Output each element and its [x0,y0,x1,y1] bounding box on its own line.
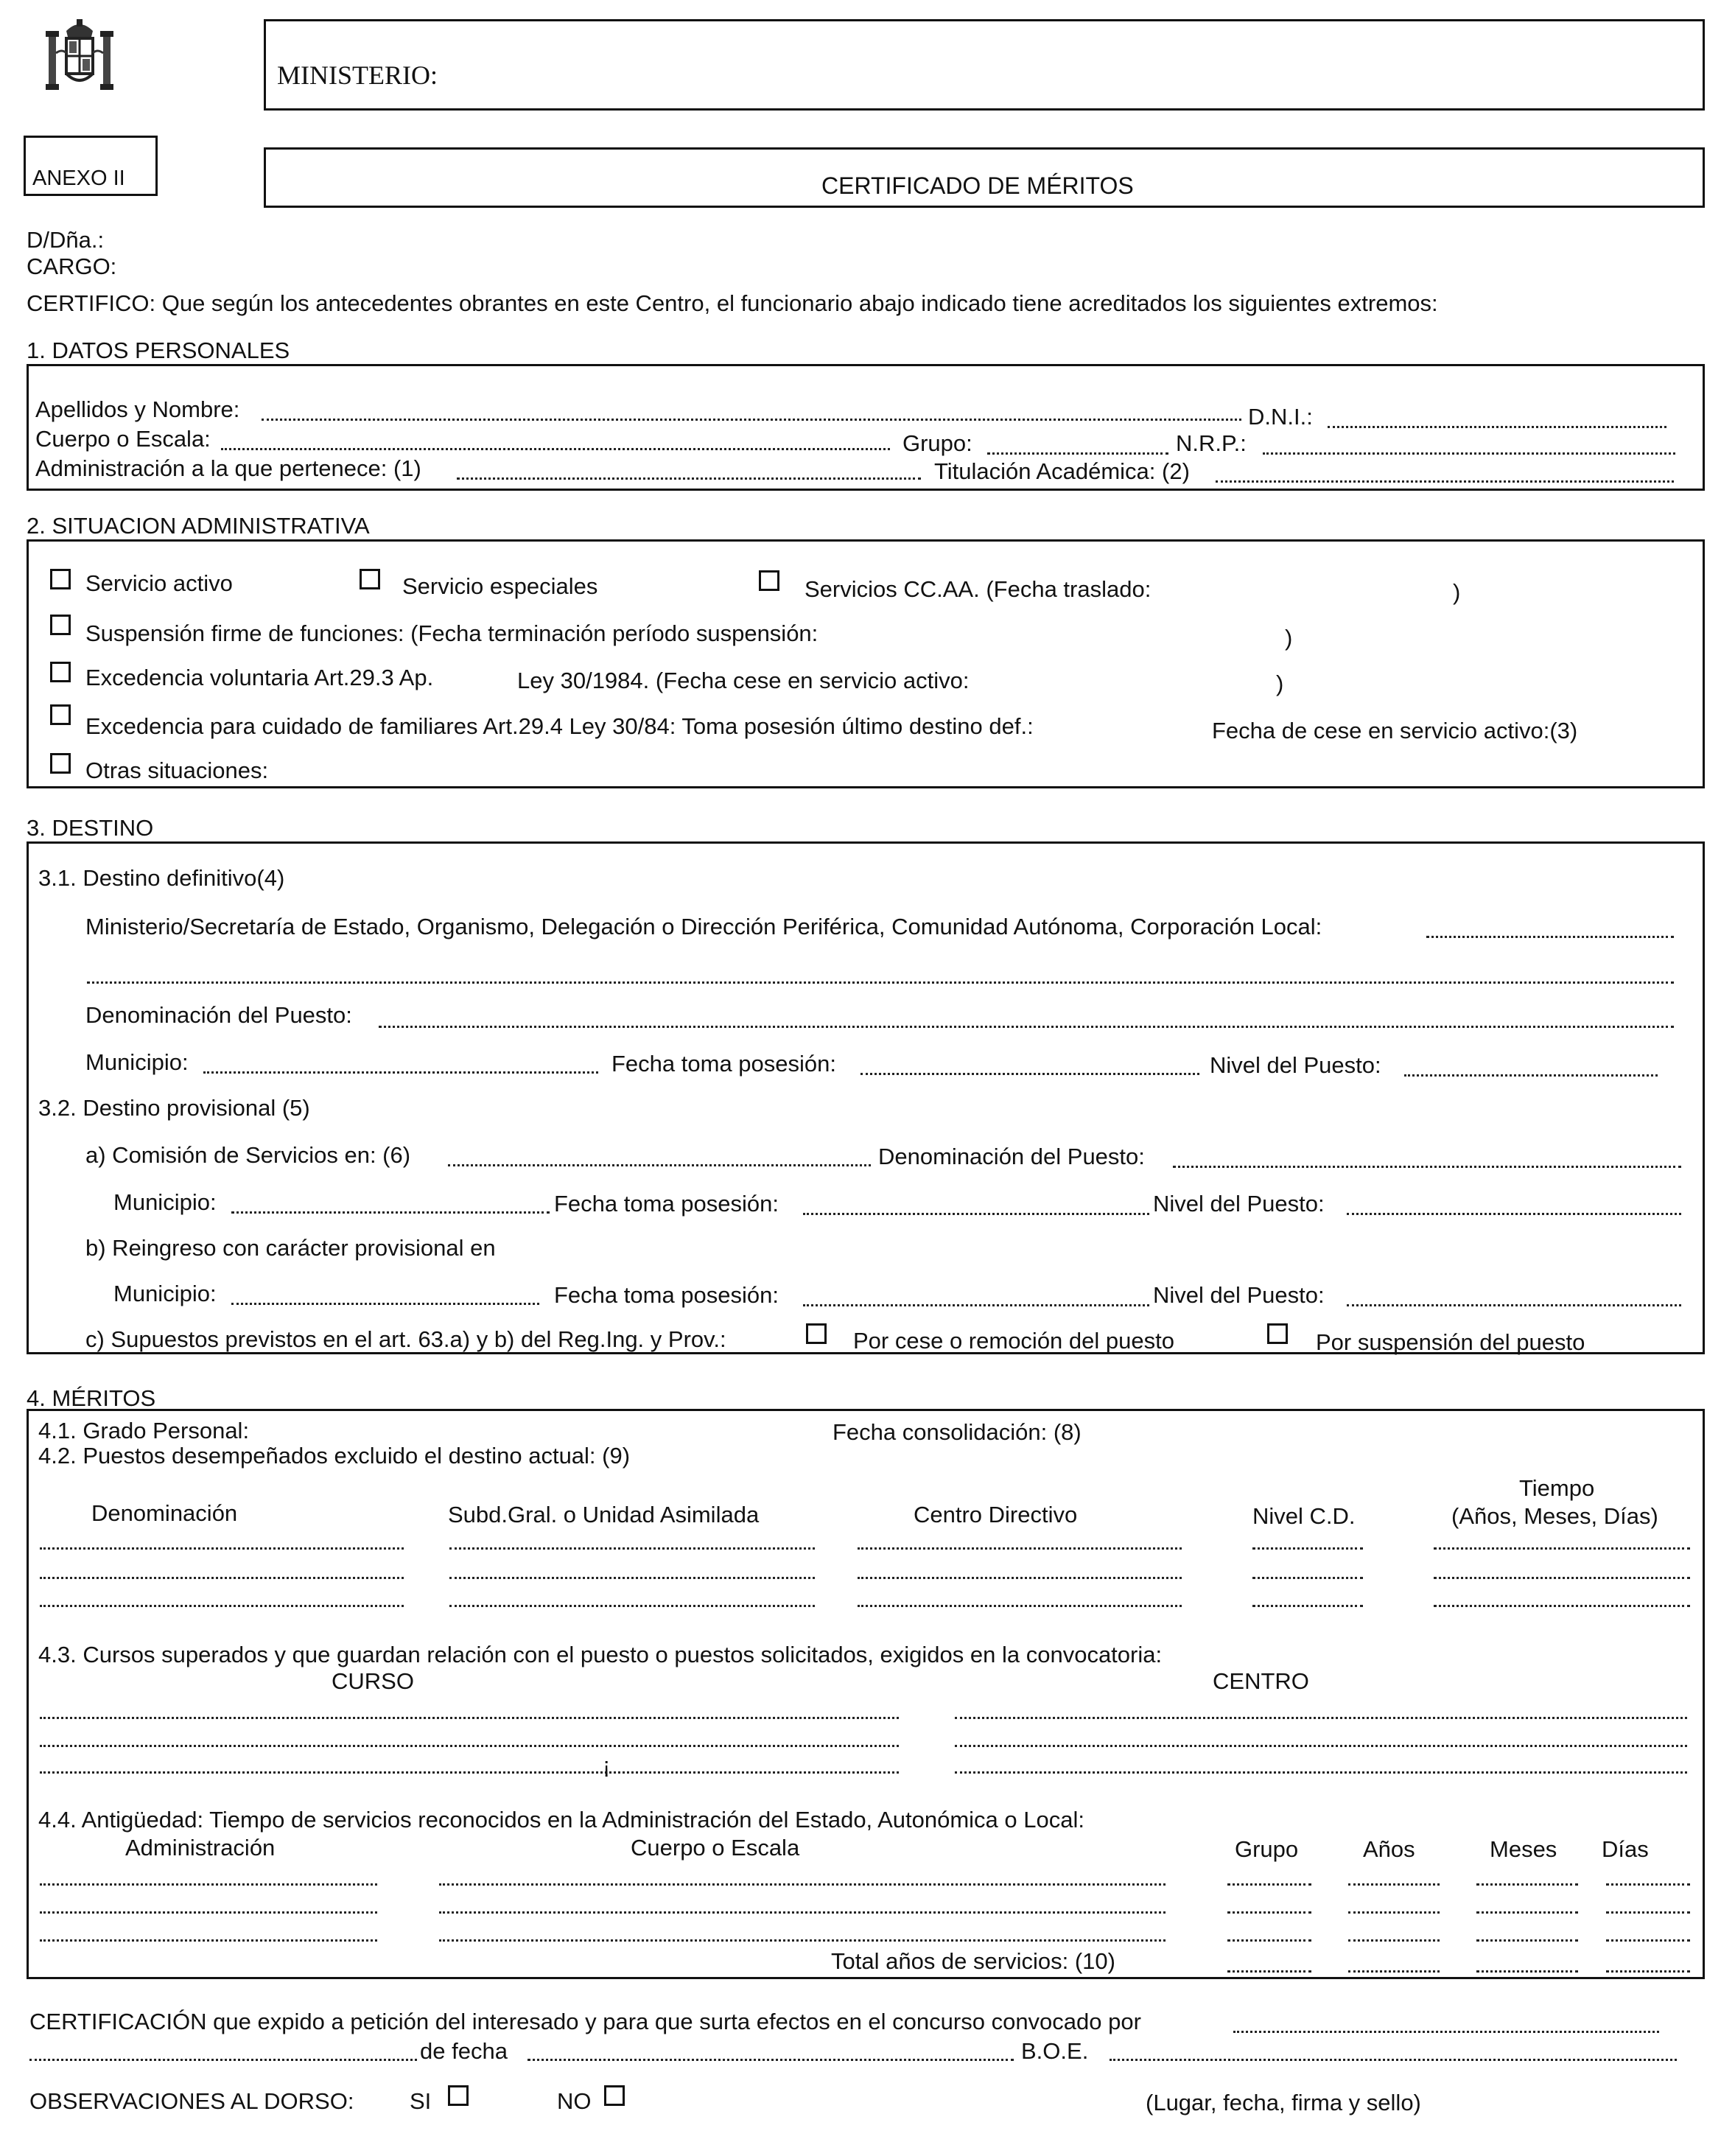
col-centro: Centro Directivo [914,1502,1078,1527]
cursos-row-3-curso[interactable] [40,1771,899,1774]
suspension-puesto-label: Por suspensión del puesto [1316,1329,1585,1355]
cese-checkbox[interactable] [806,1323,827,1344]
puestos-row-3-nivel[interactable] [1252,1605,1363,1607]
servicio-activo-checkbox[interactable] [50,569,71,589]
boe-label: B.O.E. [1021,2038,1089,2064]
fecha-consolidacion-label: Fecha consolidación: (8) [833,1419,1082,1445]
fecha-cese-label: Fecha de cese en servicio activo:(3) [1212,718,1578,743]
cursos-row-1-centro[interactable] [955,1717,1687,1719]
nivel2-label: Nivel del Puesto: [1153,1191,1325,1217]
servicio-activo-label: Servicio activo [85,570,233,596]
antiguedad-row-3-dias[interactable] [1606,1939,1690,1942]
municipio-field[interactable] [203,1071,598,1074]
puestos-row-1-subd[interactable] [449,1547,815,1550]
grupo-field[interactable] [987,452,1168,455]
coat-of-arms-icon [38,16,121,99]
s4-title: 4. MÉRITOS [27,1385,156,1411]
puestos-row-3-subd[interactable] [449,1605,815,1607]
municipio2-field[interactable] [231,1211,550,1214]
no-checkbox[interactable] [604,2085,625,2106]
s2-title: 2. SITUACION ADMINISTRATIVA [27,513,370,539]
puestos-row-3-tiempo[interactable] [1434,1605,1690,1607]
suspension-label: Suspensión firme de funciones: (Fecha terminación período suspensión: [85,620,819,646]
col-dias: Días [1602,1836,1649,1862]
antiguedad-row-3-grupo[interactable] [1227,1939,1311,1942]
cursos-mark: ¡ [603,1752,611,1778]
antiguedad-row-3-admin[interactable] [40,1939,377,1942]
cursos-row-2-centro[interactable] [955,1745,1687,1747]
col-denominacion: Denominación [91,1500,238,1526]
antiguedad-row-2-grupo[interactable] [1227,1911,1311,1914]
ministerio-box [264,19,1705,111]
observaciones-label: OBSERVACIONES AL DORSO: [29,2088,354,2114]
dni-field[interactable] [1328,426,1666,428]
antiguedad-row-2-anos[interactable] [1348,1911,1440,1914]
cuerpo-label: Cuerpo o Escala: [35,426,211,452]
convocado-por-field-2[interactable] [29,2059,417,2061]
antiguedad-row-2-admin[interactable] [40,1911,377,1914]
col-cuerpo: Cuerpo o Escala [631,1835,800,1861]
apellidos-label: Apellidos y Nombre: [35,396,240,422]
col-centro2: CENTRO [1213,1668,1309,1694]
cese-label: Por cese o remoción del puesto [853,1328,1174,1354]
nivel2-field[interactable] [1347,1213,1681,1215]
denominacion2-label: Denominación del Puesto: [878,1144,1145,1169]
antiguedad-row-2-dias[interactable] [1606,1911,1690,1914]
col-nivel: Nivel C.D. [1252,1503,1356,1529]
ministerio-destino-field[interactable] [1426,936,1674,938]
fecha-toma-label: Fecha toma posesión: [611,1051,837,1077]
nrp-label: N.R.P.: [1176,430,1247,456]
municipio3-label: Municipio: [113,1281,217,1306]
page-title: CERTIFICADO DE MÉRITOS [821,172,1134,199]
puestos-row-2-centro[interactable] [858,1577,1182,1579]
dni-label: D.N.I.: [1248,404,1313,430]
denominacion-field[interactable] [379,1026,1674,1028]
fecha-toma2-label: Fecha toma posesión: [554,1191,779,1217]
antiguedad-row-2-meses[interactable] [1476,1911,1578,1914]
reingreso-label: b) Reingreso con carácter provisional en [85,1235,496,1261]
excedencia-voluntaria-label-a: Excedencia voluntaria Art.29.3 Ap. [85,665,434,690]
apellidos-field[interactable] [262,419,1241,421]
excedencia-voluntaria-checkbox[interactable] [50,662,71,682]
col-grupo: Grupo [1235,1836,1299,1862]
supuestos-label: c) Supuestos previstos en el art. 63.a) y b) del Reg.Ing. y Prov.: [85,1326,726,1352]
col-subd: Subd.Gral. o Unidad Asimilada [448,1502,760,1527]
ministerio-label: MINISTERIO: [277,60,438,90]
excedencia-cuidado-label: Excedencia para cuidado de familiares Art.29.4 Ley 30/84: Toma posesión último destino def.: [85,713,1034,739]
puestos-row-1-centro[interactable] [858,1547,1182,1550]
col-tiempo-2: (Años, Meses, Días) [1451,1503,1658,1529]
antiguedad-row-1-anos[interactable] [1348,1883,1440,1886]
puestos-row-3-centro[interactable] [858,1605,1182,1607]
antiguedad-row-1-cuerpo[interactable] [439,1883,1166,1886]
total-label: Total años de servicios: (10) [831,1948,1115,1974]
puestos-row-2-denominacion[interactable] [40,1577,404,1579]
antiguedad-row-1-meses[interactable] [1476,1883,1578,1886]
puestos-row-1-denominacion[interactable] [40,1547,404,1550]
fecha-toma3-label: Fecha toma posesión: [554,1282,779,1308]
suspension-puesto-checkbox[interactable] [1267,1323,1288,1344]
total-meses[interactable] [1476,1970,1578,1973]
cursos-row-3-centro[interactable] [955,1771,1687,1774]
administracion-label: Administración a la que pertenece: (1) [35,455,421,481]
cursos-row-1-curso[interactable] [40,1717,899,1719]
s1-title: 1. DATOS PERSONALES [27,337,290,363]
boe-field[interactable] [1110,2059,1677,2061]
suspension-checkbox[interactable] [50,615,71,635]
total-dias[interactable] [1606,1970,1690,1973]
grupo-label: Grupo: [902,430,972,456]
col-admin: Administración [125,1835,276,1861]
cursos-row-2-curso[interactable] [40,1745,899,1747]
excedencia-paren: ) [1276,671,1284,696]
puestos-label: 4.2. Puestos desempeñados excluido el destino actual: (9) [38,1443,631,1469]
municipio2-label: Municipio: [113,1189,217,1215]
servicio-especiales-checkbox[interactable] [360,569,380,589]
lugar-label: (Lugar, fecha, firma y sello) [1146,2090,1421,2115]
antiguedad-row-3-cuerpo[interactable] [439,1939,1166,1942]
col-meses: Meses [1490,1836,1557,1862]
nrp-field[interactable] [1263,452,1675,455]
fecha-toma3-field[interactable] [803,1304,1149,1306]
suspension-paren: ) [1285,625,1293,651]
anexo-label: ANEXO II [32,167,125,190]
denominacion2-field[interactable] [1173,1166,1681,1168]
servicios-ccaa-label: Servicios CC.AA. (Fecha traslado: [805,576,1152,602]
puestos-row-1-tiempo[interactable] [1434,1547,1690,1550]
municipio-label: Municipio: [85,1049,189,1075]
total-grupo[interactable] [1227,1970,1311,1973]
nivel-label: Nivel del Puesto: [1210,1052,1381,1078]
nivel-field[interactable] [1404,1074,1658,1077]
cuerpo-field[interactable] [221,448,890,450]
cursos-label: 4.3. Cursos superados y que guardan relación con el puesto o puestos solicitados, exigidos en la convocatoria: [38,1642,1163,1667]
grado-label: 4.1. Grado Personal: [38,1418,250,1443]
ministerio-destino-label: Ministerio/Secretaría de Estado, Organismo, Delegación o Dirección Periférica, Comunidad Autónoma, Corporación Local: [85,914,1322,939]
puestos-row-3-denominacion[interactable] [40,1605,404,1607]
otras-situaciones-checkbox[interactable] [50,753,71,774]
certificacion-label: CERTIFICACIÓN que expido a petición del interesado y para que surta efectos en el concurso convocado por [29,2009,1141,2034]
antiguedad-label: 4.4. Antigüedad: Tiempo de servicios reconocidos en la Administración del Estado, Autonómica o Local: [38,1807,1084,1833]
certifico-text: CERTIFICO: Que según los antecedentes obrantes en este Centro, el funcionario abajo indicado tiene acreditados los siguientes extremos: [27,290,1438,316]
servicio-especiales-label: Servicio especiales [402,573,598,599]
nivel3-label: Nivel del Puesto: [1153,1282,1325,1308]
titulacion-label: Titulación Académica: (2) [934,458,1190,484]
dona-label: D/Dña.: [27,227,105,253]
convocado-por-field[interactable] [1233,2031,1659,2033]
total-anos[interactable] [1348,1970,1440,1973]
excedencia-cuidado-checkbox[interactable] [50,704,71,725]
nivel3-field[interactable] [1347,1304,1681,1306]
titulacion-field[interactable] [1216,480,1674,483]
denominacion-label: Denominación del Puesto: [85,1002,352,1028]
destino-provisional-label: 3.2. Destino provisional (5) [38,1095,310,1121]
s3-title: 3. DESTINO [27,815,154,841]
comision-label: a) Comisión de Servicios en: (6) [85,1142,411,1168]
otras-situaciones-label: Otras situaciones: [85,757,269,783]
antiguedad-row-1-admin[interactable] [40,1883,377,1886]
col-anos: Años [1363,1836,1415,1862]
fecha-toma2-field[interactable] [803,1213,1149,1215]
de-fecha-field[interactable] [527,2059,1014,2061]
ccaa-paren: ) [1453,579,1461,605]
comision-field[interactable] [448,1164,871,1166]
ministerio-destino-field-2[interactable] [87,981,1674,984]
s4-box [27,1409,1705,1979]
puestos-row-1-nivel[interactable] [1252,1547,1363,1550]
col-tiempo-1: Tiempo [1519,1475,1595,1501]
antiguedad-row-2-cuerpo[interactable] [439,1911,1166,1914]
excedencia-voluntaria-label-b: Ley 30/1984. (Fecha cese en servicio activo: [517,668,970,693]
fecha-toma-field[interactable] [860,1073,1199,1075]
destino-definitivo-label: 3.1. Destino definitivo(4) [38,865,285,891]
servicios-ccaa-checkbox[interactable] [759,570,779,591]
antiguedad-row-1-grupo[interactable] [1227,1883,1311,1886]
antiguedad-row-3-meses[interactable] [1476,1939,1578,1942]
municipio3-field[interactable] [231,1303,539,1305]
antiguedad-row-1-dias[interactable] [1606,1883,1690,1886]
puestos-row-2-subd[interactable] [449,1577,815,1579]
si-checkbox[interactable] [448,2085,469,2106]
no-label: NO [557,2088,592,2114]
antiguedad-row-3-anos[interactable] [1348,1939,1440,1942]
col-curso: CURSO [332,1668,414,1694]
puestos-row-2-nivel[interactable] [1252,1577,1363,1579]
administracion-field[interactable] [457,477,921,480]
si-label: SI [410,2088,432,2114]
de-fecha-label: de fecha [420,2038,508,2064]
cargo-label: CARGO: [27,253,117,279]
puestos-row-2-tiempo[interactable] [1434,1577,1690,1579]
